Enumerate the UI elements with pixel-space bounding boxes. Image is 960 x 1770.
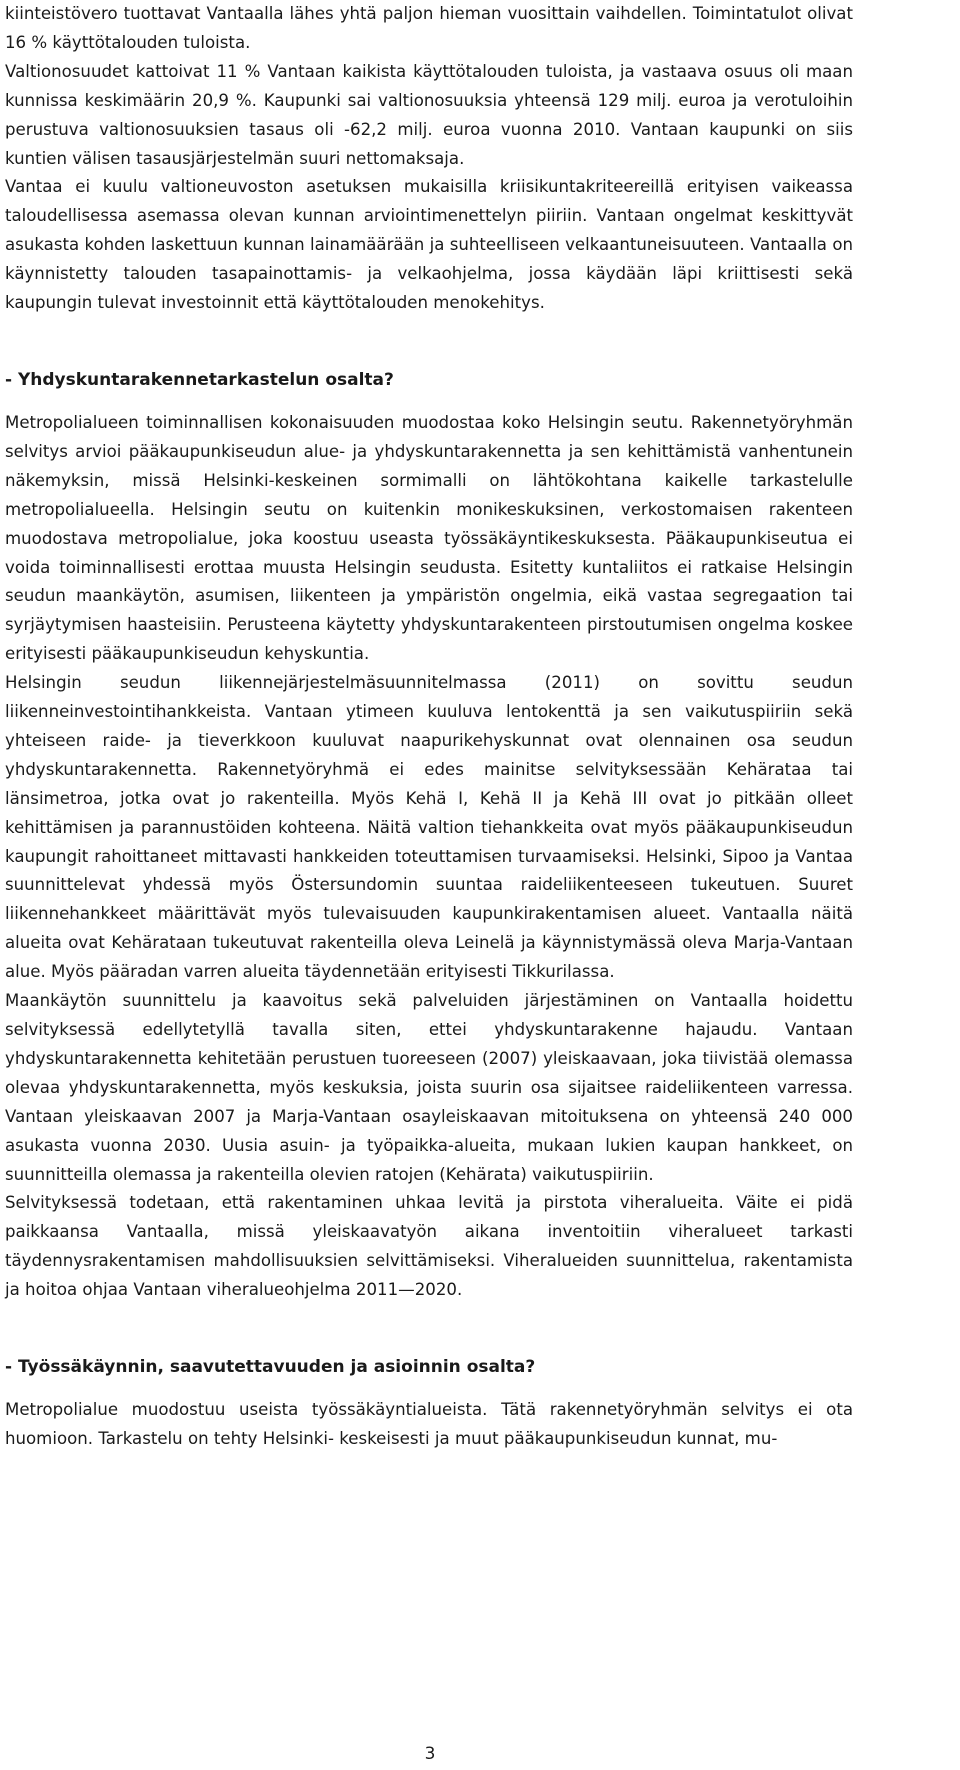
body-paragraph: Maankäytön suunnittelu ja kaavoitus sekä palveluiden järjestäminen on Vantaalla hoidettu selvityksessä edellytetyllä tavalla siten, ettei yhdyskuntarakenne hajaudu. Vantaan yhdyskuntarakennetta kehitetään perustuen tuoreeseen (2007) yleiskaavaan, joka tiivistää olemassa olevaa yhdyskuntarakennetta, myös keskuksia, joista suurin osa sijaitsee raideliikenteen varressa. Vantaan yleiskaavan 2007 ja Marja-Vantaan osayleiskaavan mitoituksena on yhteensä 240 000 asukasta vuonna 2030. Uusia asuin- ja työpaikka-alueita, mukaan lukien kaupan hankkeet, on suunnitteilla olemassa ja rakenteilla olevien ratojen (Kehärata) vaikutuspiiriin. <box>5 991 853 1184</box>
section-heading: - Yhdyskuntarakennetarkastelun osalta? <box>5 369 394 390</box>
body-paragraph: Valtionosuudet kattoivat 11 % Vantaan kaikista käyttötalouden tuloista, ja vastaava osuus oli maan kunnissa keskimäärin 20,9 %. Kaupunki sai valtionosuuksia yhteensä 129 milj. euroa ja verotuloihin perustuva valtionosuuksien tasaus oli -62,2 milj. euroa vuonna 2010. Vantaan kaupunki on siis kuntien välisen tasausjärjestelmän suuri nettomaksaja. <box>5 61 853 168</box>
body-paragraph: Selvityksessä todetaan, että rakentaminen uhkaa levitä ja pirstota viheralueita. Väite ei pidä paikkaansa Vantaalla, missä yleiskaavatyön aikana inventoitiin viheralueet tarkasti täydennysrakentamisen mahdollisuuksien selvittämiseksi. Viheralueiden suunnittelua, rakentamista ja hoitoa ohjaa Vantaan viheralueohjelma 2011—2020. <box>5 1193 853 1300</box>
section-heading: - Työssäkäynnin, saavutettavuuden ja asioinnin osalta? <box>5 1357 536 1378</box>
body-paragraph: Metropolialue muodostuu useista työssäkäyntialueista. Tätä rakennetyöryhmän selvitys ei ota huomioon. Tarkastelu on tehty Helsinki- keskeisesti ja muut pääkaupunkiseudun kunnat, mu- <box>5 1400 853 1448</box>
body-paragraph: kiinteistövero tuottavat Vantaalla lähes yhtä paljon hieman vuosittain vaihdellen. Toimintatulot olivat 16 % käyttötalouden tuloista. <box>5 4 853 52</box>
page-number: 3 <box>424 1744 436 1764</box>
body-paragraph: Helsingin seudun liikennejärjestelmäsuunnitelmassa (2011) on sovittu seudun liikenneinvestointihankkeista. Vantaan ytimeen kuuluva lentokenttä ja sen vaikutuspiiriin sekä yhteiseen raide- ja tieverkkoon kuuluvat naapurikehyskunnat ovat olennainen osa seudun yhdyskuntarakennetta. Rakennetyöryhmä ei edes mainitse selvityksessään Kehärataa tai länsimetroa, jotka ovat jo rakenteilla. Myös Kehä I, Kehä II ja Kehä III ovat jo pitkään olleet kehittämisen ja parannustöiden kohteena. Näitä valtion tiehankkeita ovat myös pääkaupunkiseudun kaupungit rahoittaneet mittavasti hankkeiden toteuttamisen turvaamiseksi. Helsinki, Sipoo ja Vantaa suunnittelevat yhdessä myös Östersundomin suuntaa raideliikenteeseen tukeutuen. Suuret liikennehankkeet määrittävät myös tulevaisuuden kaupunkirakentamisen alueet. Vantaalla näitä alueita ovat Kehärataan tukeutuvat rakenteilla oleva Leinelä ja käynnistymässä oleva Marja-Vantaan alue. Myös pääradan varren alueita täydennetään erityisesti Tikkurilassa. <box>5 673 853 982</box>
body-paragraph: Metropolialueen toiminnallisen kokonaisuuden muodostaa koko Helsingin seutu. Rakennetyöryhmän selvitys arvioi pääkaupunkiseudun alue- ja yhdyskuntarakennetta ja sen kehittämistä vanhentunein näkemyksin, missä Helsinki-keskeinen sormimalli on lähtökohtana kaikelle tarkastelulle metropolialueella. Helsingin seutu on kuitenkin monikeskuksinen, verkostomaisen rakenteen muodostava metropolialue, joka koostuu useasta työssäkäyntikeskuksesta. Pääkaupunkiseutua ei voida toiminnallisesti erottaa muusta Helsingin seudusta. Esitetty kuntaliitos ei ratkaise Helsingin seudun maankäytön, asumisen, liikenteen ja ympäristön ongelmia, eikä vastaa segregaation tai syrjäytymisen haasteisiin. Perusteena käytetty yhdyskuntarakenteen pirstoutumisen ongelma koskee erityisesti pääkaupunkiseudun kehyskuntia. <box>5 412 853 664</box>
document-body <box>5 0 853 1454</box>
body-paragraph: Vantaa ei kuulu valtioneuvoston asetuksen mukaisilla kriisikuntakriteereillä erityisen vaikeassa taloudellisessa asemassa olevan kunnan arviointimenettelyn piiriin. Vantaan ongelmat keskittyvät asukasta kohden laskettuun kunnan lainamäärään ja suhteelliseen velkaantuneisuuteen. Vantaalla on käynnistetty talouden tasapainottamis- ja velkaohjelma, jossa käydään läpi kriittisesti sekä kaupungin tulevat investoinnit että käyttötalouden menokehitys. <box>5 177 853 313</box>
